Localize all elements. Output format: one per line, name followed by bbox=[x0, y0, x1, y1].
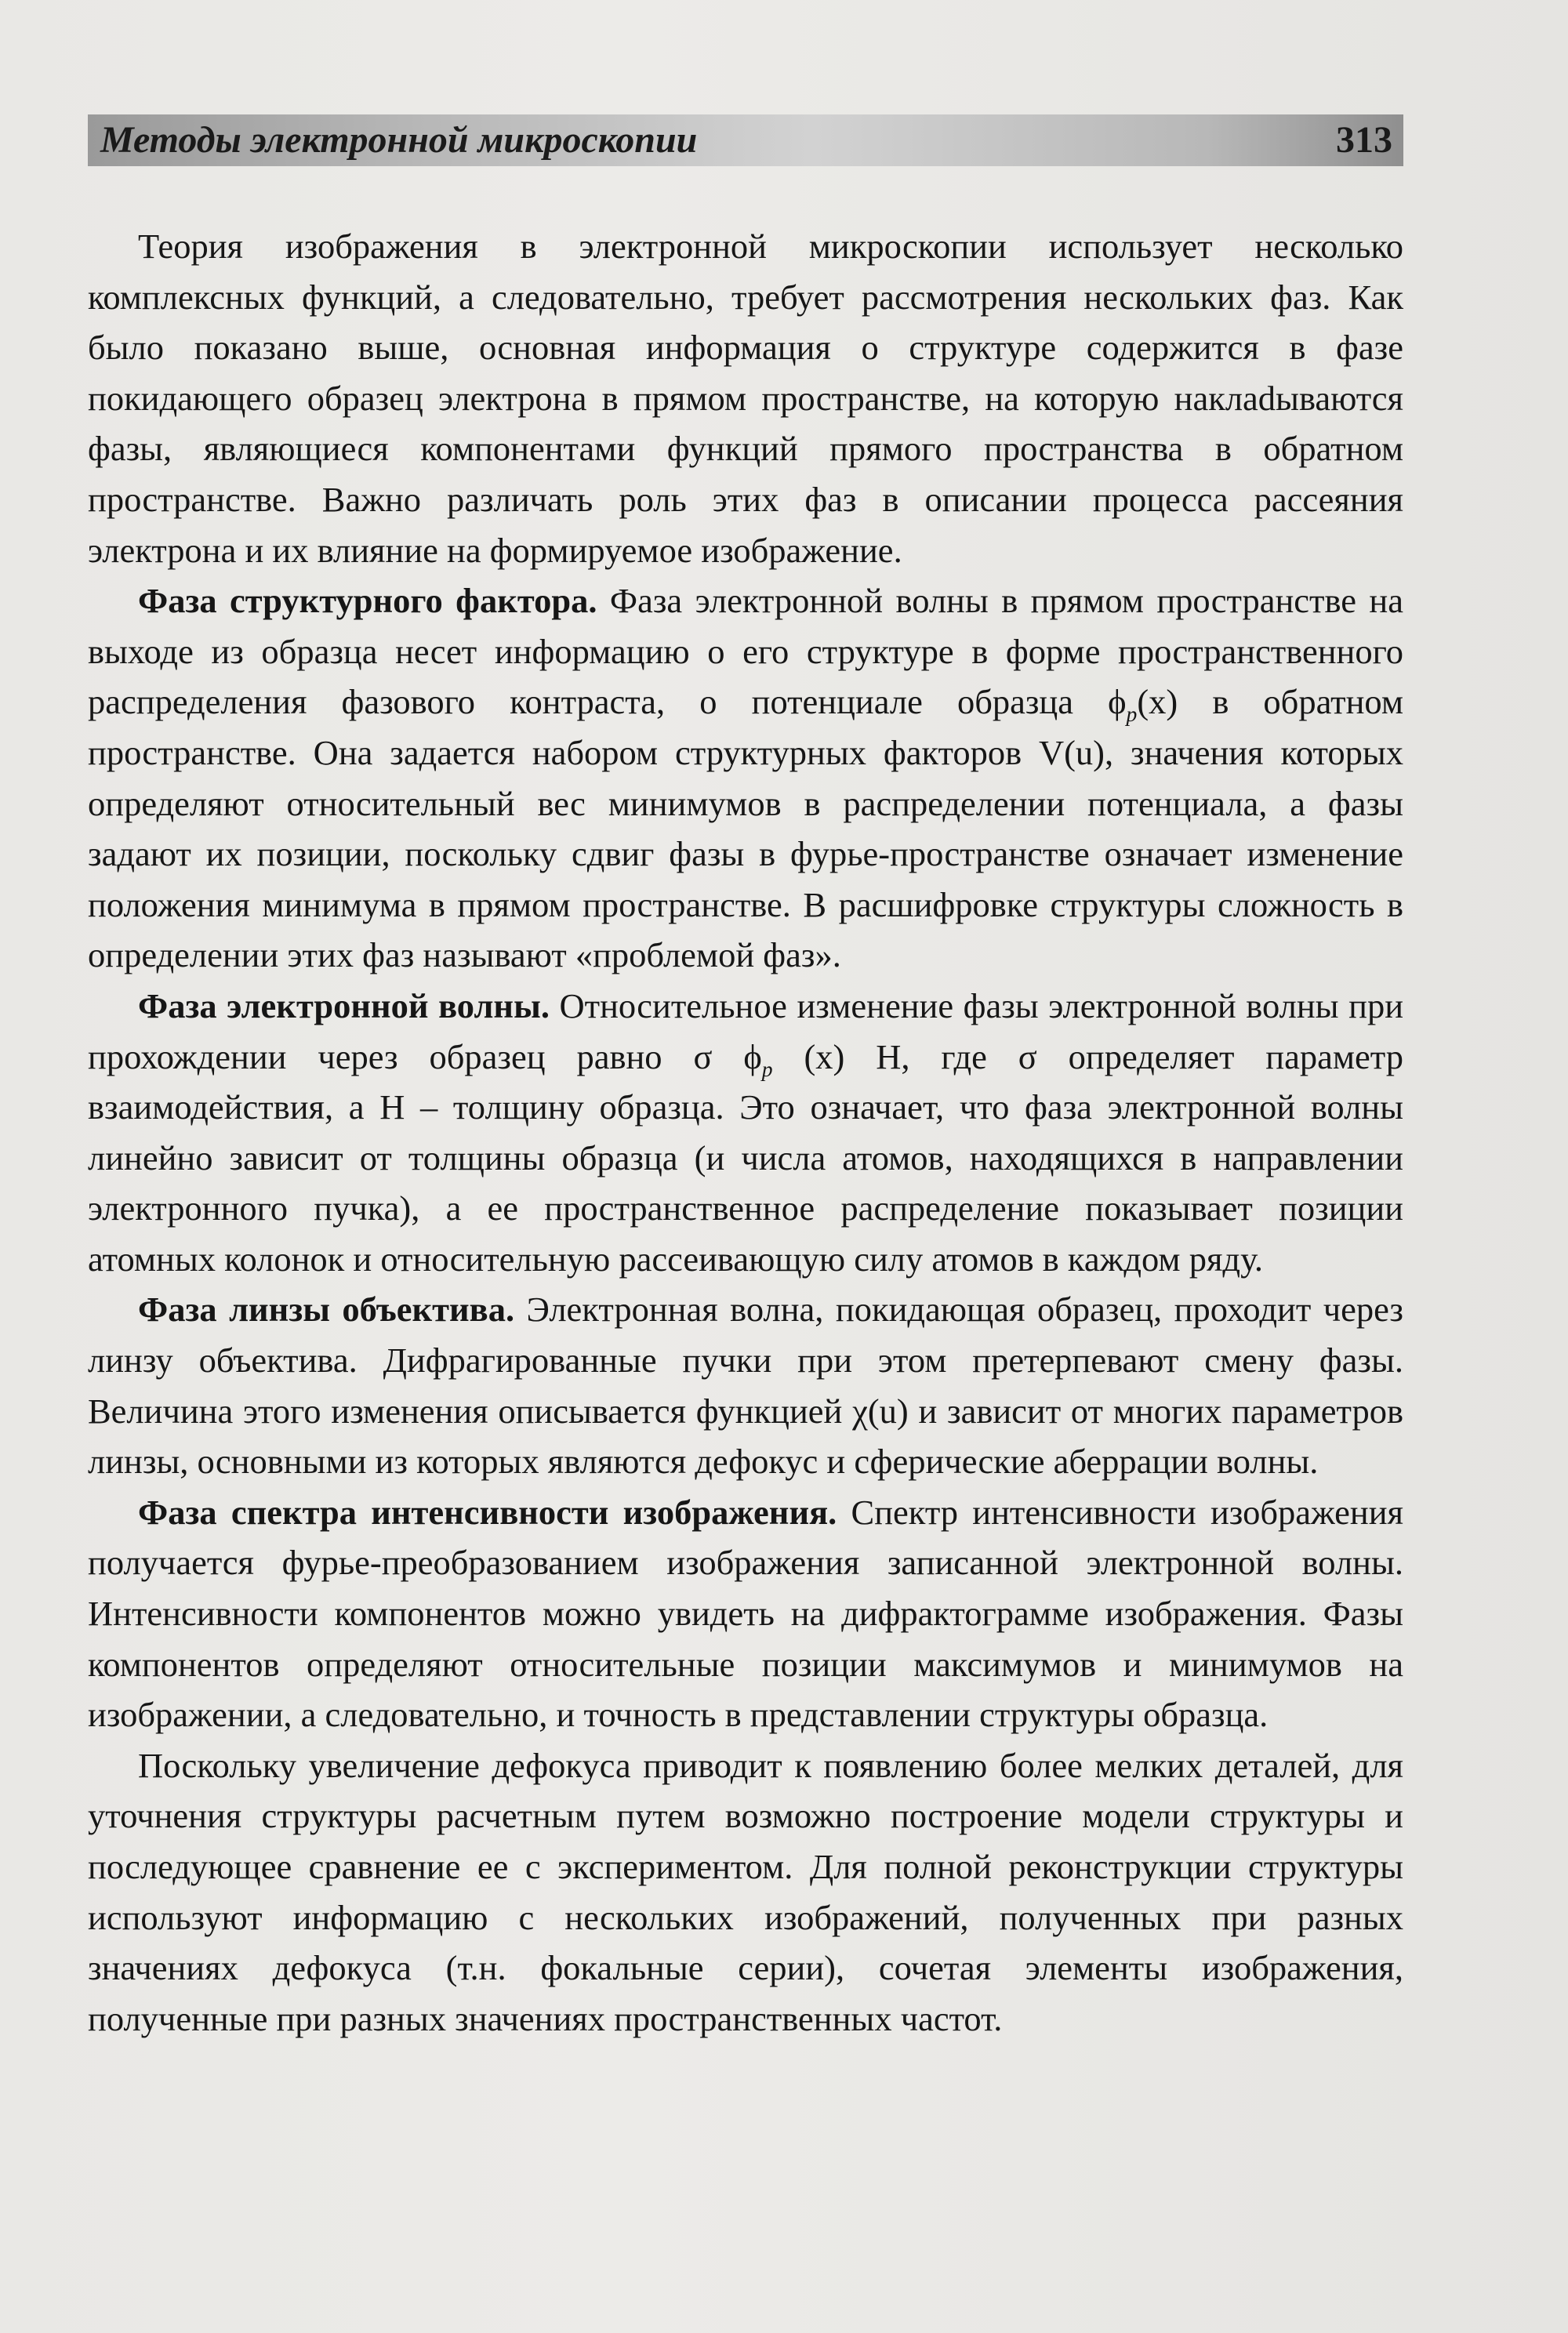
paragraph-text: Спектр интенсивности изображения получается фурье-преобразованием изображения записанной электронной волны. Интенсивности компонентов можно увидеть на дифрактограмме изображения. Фазы компонентов определяют относительные позиции максимумов и минимумов на изображении, а следовательно, и точность в представлении структуры образца. bbox=[88, 1492, 1403, 1735]
paragraph-text: Поскольку увеличение дефокуса приводит к появлению более мелких деталей, для уточнения структуры расчетным путем возможно построение модели структуры и последующее сравнение ее с экспериментом. Для полной реконструкции структуры используют информацию с нескольких изображений, полученных при разных значениях дефокуса (т.н. фокальные серии), сочетая элементы изображения, полученные при разных значениях пространственных частот. bbox=[88, 1745, 1403, 2038]
chapter-title: Методы электронной микроскопии bbox=[100, 119, 698, 161]
paragraph-text: (x) в обратном пространстве. Она задается набором структурных факторов V(u), значения которых определяют относительный вес минимумов в распределении потенциала, а фазы задают их позиции, поскольку сдвиг фазы в фурье-пространстве означает изменение положения минимума в прямом пространстве. В расшифровке структуры сложность в определении этих фаз называют «проблемой фаз». bbox=[88, 682, 1403, 975]
paragraph-heading: Фаза структурного фактора. bbox=[138, 581, 597, 621]
paragraph-text: Относительное изменение фазы электронной волны при прохождении через образец равно σ ϕ bbox=[88, 985, 1404, 1076]
paragraph-intro bbox=[88, 221, 1403, 575]
paragraph-defocus bbox=[88, 1740, 1403, 2045]
paragraph-text: (x) H, где σ определяет параметр взаимодействия, а H – толщину образца. Это означает, что фаза электронной волны линейно зависит от толщины образца (и числа атомов, находящихся в направлении электронного пучка), а ее пространственное распределение показывает позиции атомных колонок и относительную рассеивающую силу атомов в каждом ряду. bbox=[88, 1036, 1404, 1279]
paragraph-heading: Фаза линзы объектива. bbox=[138, 1290, 515, 1330]
paragraph-heading: Фаза спектра интенсивности изображения. bbox=[138, 1492, 837, 1532]
paragraph-text: Электронная волна, покидающая образец, проходит через линзу объектива. Дифрагированные пучки при этом претерпевают смену фазы. Величина этого изменения описывается функцией χ(u) и зависит от многих параметров линзы, основными из которых являются дефокус и сферические аберрации волны. bbox=[88, 1290, 1404, 1482]
paragraph-structure-factor-phase bbox=[88, 575, 1403, 981]
body-text bbox=[88, 221, 1403, 2044]
paragraph-text: Фаза электронной волны в прямом пространстве на выходе из образца несет информацию о его структуре в форме пространственного распределения фазового контраста, о потенциале образца ϕ bbox=[88, 581, 1403, 722]
paragraph-heading: Фаза электронной волны. bbox=[138, 985, 550, 1025]
page-number: 313 bbox=[1336, 119, 1392, 161]
subscript: p bbox=[1126, 702, 1138, 727]
paragraph-electron-wave-phase bbox=[88, 981, 1403, 1285]
subscript: p bbox=[761, 1056, 773, 1081]
paragraph-objective-lens-phase bbox=[88, 1284, 1403, 1486]
running-header bbox=[88, 114, 1403, 166]
paragraph-intensity-spectrum-phase bbox=[88, 1487, 1403, 1740]
paragraph-text: Теория изображения в электронной микроскопии использует несколько комплексных функций, а следовательно, требует рассмотрения нескольких фаз. Как было показано выше, основная информация о структуре содержится в фазе покидающего образец электрона в прямом пространстве, на которую наклаdываются фазы, являющиеся компонентами функций прямого пространства в обратном пространстве. Важно различать роль этих фаз в описании процесса рассеяния электрона и их влияние на формируемое изображение. bbox=[88, 227, 1403, 570]
